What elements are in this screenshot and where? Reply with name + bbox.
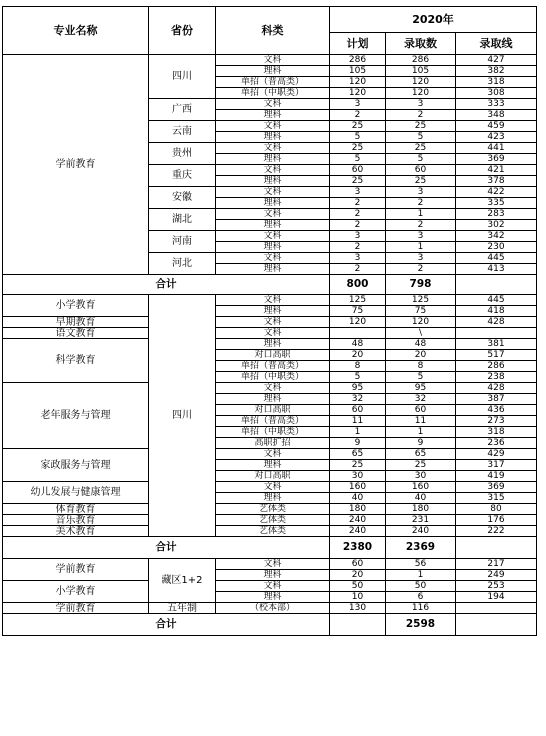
admitted-cell: 65 [386,449,456,460]
table-row [3,581,537,592]
admitted-cell: 20 [386,350,456,361]
province-cell: 河北 [149,253,216,275]
score-cell: 176 [456,515,537,526]
province-cell: 五年制 [149,603,216,614]
score-cell: 445 [456,295,537,306]
category-cell: 单招（普高类） [216,361,330,372]
grand-total-admitted: 2598 [386,614,456,636]
admitted-cell: 6 [386,592,456,603]
plan-cell: 50 [330,581,386,592]
plan-cell: 286 [330,55,386,66]
province-cell: 云南 [149,121,216,143]
category-cell: 理科 [216,154,330,165]
admitted-cell: 5 [386,132,456,143]
category-cell: 文科 [216,295,330,306]
subtotal-score [456,275,537,295]
score-cell: 317 [456,460,537,471]
category-cell: 对口高职 [216,350,330,361]
category-cell: 文科 [216,99,330,110]
admitted-cell: 2 [386,264,456,275]
admitted-cell: 25 [386,143,456,154]
score-cell: 333 [456,99,537,110]
admitted-cell: \ [386,328,456,339]
score-cell: 230 [456,242,537,253]
score-cell: 238 [456,372,537,383]
category-cell: 文科 [216,559,330,570]
plan-cell: 105 [330,66,386,77]
score-cell: 381 [456,339,537,350]
category-cell: 理科 [216,339,330,350]
plan-cell: 2 [330,110,386,121]
table-row [3,295,537,306]
major-cell: 幼儿发展与健康管理 [3,482,149,504]
major-cell: 音乐教育 [3,515,149,526]
table-row [3,383,537,394]
plan-cell: 120 [330,317,386,328]
category-cell: 艺体类 [216,526,330,537]
admitted-cell: 75 [386,306,456,317]
header-plan: 计划 [330,33,386,55]
plan-cell: 20 [330,570,386,581]
category-cell: 文科 [216,143,330,154]
admitted-cell: 1 [386,570,456,581]
plan-cell: 8 [330,361,386,372]
province-cell: 重庆 [149,165,216,187]
score-cell: 445 [456,253,537,264]
province-cell: 湖北 [149,209,216,231]
category-cell: 理科 [216,306,330,317]
category-cell: 文科 [216,328,330,339]
category-cell: 理科 [216,242,330,253]
grand-total-score [456,614,537,636]
subtotal-plan: 2380 [330,537,386,559]
score-cell: 418 [456,306,537,317]
score-cell: 80 [456,504,537,515]
plan-cell: 60 [330,165,386,176]
category-cell: 理科 [216,570,330,581]
admitted-cell: 2 [386,220,456,231]
plan-cell: 40 [330,493,386,504]
score-cell: 382 [456,66,537,77]
plan-cell: 3 [330,99,386,110]
admitted-cell: 8 [386,361,456,372]
grand-total-plan [330,614,386,636]
category-cell: 文科 [216,209,330,220]
plan-cell: 25 [330,176,386,187]
plan-cell: 9 [330,438,386,449]
province-cell: 安徽 [149,187,216,209]
score-cell: 308 [456,88,537,99]
category-cell: 理科 [216,132,330,143]
major-cell: 语文教育 [3,328,149,339]
category-cell: 理科 [216,460,330,471]
major-cell: 科学教育 [3,339,149,383]
plan-cell: 30 [330,471,386,482]
header-major: 专业名称 [3,7,149,55]
province-cell: 河南 [149,231,216,253]
category-cell: 高职扩招 [216,438,330,449]
plan-cell: 60 [330,559,386,570]
admitted-cell: 1 [386,209,456,220]
plan-cell: 2 [330,242,386,253]
category-cell: 对口高职 [216,405,330,416]
table-body [3,55,537,636]
plan-cell: 120 [330,88,386,99]
category-cell: 理科 [216,394,330,405]
major-cell: 小学教育 [3,295,149,317]
category-cell: 艺体类 [216,504,330,515]
table-row [3,449,537,460]
category-cell: 理科 [216,176,330,187]
grand-total-row [3,614,537,636]
plan-cell: 25 [330,460,386,471]
score-cell: 517 [456,350,537,361]
score-cell: 387 [456,394,537,405]
score-cell: 217 [456,559,537,570]
score-cell: 318 [456,427,537,438]
plan-cell: 95 [330,383,386,394]
category-cell: 理科 [216,220,330,231]
plan-cell: 2 [330,220,386,231]
score-cell: 378 [456,176,537,187]
subtotal-label: 合计 [3,275,330,295]
score-cell: 413 [456,264,537,275]
admitted-cell: 180 [386,504,456,515]
table-row [3,515,537,526]
plan-cell: 25 [330,143,386,154]
plan-cell: 3 [330,187,386,198]
admitted-cell: 3 [386,231,456,242]
score-cell: 194 [456,592,537,603]
category-cell: 文科 [216,121,330,132]
admitted-cell: 3 [386,253,456,264]
category-cell: 理科 [216,592,330,603]
plan-cell: 120 [330,77,386,88]
category-cell: 文科 [216,55,330,66]
admitted-cell: 116 [386,603,456,614]
category-cell: 文科 [216,187,330,198]
score-cell: 436 [456,405,537,416]
admitted-cell: 120 [386,88,456,99]
header-category: 科类 [216,7,330,55]
province-cell: 藏区1+2 [149,559,216,603]
admitted-cell: 1 [386,427,456,438]
plan-cell: 2 [330,209,386,220]
plan-cell: 125 [330,295,386,306]
admitted-cell: 48 [386,339,456,350]
score-cell: 428 [456,383,537,394]
score-cell: 335 [456,198,537,209]
category-cell: 单招（普高类） [216,416,330,427]
plan-cell: 130 [330,603,386,614]
score-cell: 421 [456,165,537,176]
province-cell: 四川 [149,55,216,99]
score-cell: 441 [456,143,537,154]
plan-cell: 1 [330,427,386,438]
plan-cell: 5 [330,132,386,143]
score-cell: 429 [456,449,537,460]
subtotal-admitted: 2369 [386,537,456,559]
category-cell: 文科 [216,482,330,493]
score-cell: 419 [456,471,537,482]
admitted-cell: 56 [386,559,456,570]
score-cell [456,603,537,614]
table-row [3,328,537,339]
grand-total-label: 合计 [3,614,330,636]
plan-cell: 25 [330,121,386,132]
score-cell: 427 [456,55,537,66]
admitted-cell: 30 [386,471,456,482]
plan-cell: 65 [330,449,386,460]
plan-cell: 240 [330,515,386,526]
score-cell: 302 [456,220,537,231]
plan-cell: 160 [330,482,386,493]
major-cell: 早期教育 [3,317,149,328]
category-cell: 理科 [216,493,330,504]
header-province: 省份 [149,7,216,55]
score-cell: 253 [456,581,537,592]
score-cell: 422 [456,187,537,198]
table-row [3,55,537,66]
major-cell: 小学教育 [3,581,149,603]
category-cell: 文科 [216,231,330,242]
table-row [3,317,537,328]
header-score: 录取线 [456,33,537,55]
admitted-cell: 105 [386,66,456,77]
plan-cell: 2 [330,264,386,275]
admitted-cell: 2 [386,110,456,121]
plan-cell: 60 [330,405,386,416]
admitted-cell: 120 [386,77,456,88]
category-cell: 单招（中职类） [216,88,330,99]
score-cell: 348 [456,110,537,121]
major-cell: 家政服务与管理 [3,449,149,482]
table-row [3,504,537,515]
score-cell: 315 [456,493,537,504]
category-cell: 文科 [216,253,330,264]
admitted-cell: 9 [386,438,456,449]
admitted-cell: 25 [386,121,456,132]
admitted-cell: 5 [386,372,456,383]
plan-cell: 5 [330,154,386,165]
admitted-cell: 231 [386,515,456,526]
plan-cell: 240 [330,526,386,537]
admitted-cell: 25 [386,460,456,471]
plan-cell [330,328,386,339]
table-row [3,603,537,614]
major-cell: 学前教育 [3,559,149,581]
plan-cell: 3 [330,231,386,242]
admitted-cell: 286 [386,55,456,66]
plan-cell: 48 [330,339,386,350]
major-cell: 体育教育 [3,504,149,515]
plan-cell: 5 [330,372,386,383]
major-cell: 老年服务与管理 [3,383,149,449]
admitted-cell: 2 [386,198,456,209]
major-cell: 美术教育 [3,526,149,537]
admitted-cell: 60 [386,165,456,176]
subtotal-label: 合计 [3,537,330,559]
table-row [3,482,537,493]
admitted-cell: 60 [386,405,456,416]
table-row [3,526,537,537]
score-cell: 423 [456,132,537,143]
category-cell: 理科 [216,198,330,209]
admitted-cell: 32 [386,394,456,405]
admitted-cell: 1 [386,242,456,253]
score-cell: 222 [456,526,537,537]
score-cell: 459 [456,121,537,132]
subtotal-admitted: 798 [386,275,456,295]
score-cell: 369 [456,154,537,165]
admitted-cell: 125 [386,295,456,306]
subtotal-row [3,537,537,559]
score-cell: 369 [456,482,537,493]
plan-cell: 10 [330,592,386,603]
admitted-cell: 40 [386,493,456,504]
score-cell: 249 [456,570,537,581]
score-cell: 283 [456,209,537,220]
category-cell: 单招（普高类） [216,77,330,88]
admitted-cell: 3 [386,187,456,198]
admitted-cell: 120 [386,317,456,328]
admitted-cell: 95 [386,383,456,394]
category-cell: 理科 [216,264,330,275]
category-cell: 文科 [216,165,330,176]
admitted-cell: 11 [386,416,456,427]
header-admitted: 录取数 [386,33,456,55]
category-cell: 文科 [216,383,330,394]
admitted-cell: 50 [386,581,456,592]
province-cell: 四川 [149,295,216,537]
plan-cell: 3 [330,253,386,264]
score-cell: 428 [456,317,537,328]
province-cell: 广西 [149,99,216,121]
major-cell: 学前教育 [3,55,149,275]
header-year: 2020年 [330,7,537,33]
category-cell: 单招（中职类） [216,372,330,383]
score-cell: 342 [456,231,537,242]
score-cell: 273 [456,416,537,427]
category-cell: 对口高职 [216,471,330,482]
category-cell: 理科 [216,66,330,77]
score-cell [456,328,537,339]
subtotal-score [456,537,537,559]
plan-cell: 32 [330,394,386,405]
subtotal-row [3,275,537,295]
category-cell: 单招（中职类） [216,427,330,438]
category-cell: （校本部） [216,603,330,614]
plan-cell: 20 [330,350,386,361]
category-cell: 文科 [216,581,330,592]
admitted-cell: 240 [386,526,456,537]
admitted-cell: 160 [386,482,456,493]
plan-cell: 180 [330,504,386,515]
admitted-cell: 25 [386,176,456,187]
table-row [3,339,537,350]
score-cell: 236 [456,438,537,449]
plan-cell: 11 [330,416,386,427]
category-cell: 文科 [216,449,330,460]
province-cell: 贵州 [149,143,216,165]
admission-table [2,6,537,636]
admitted-cell: 5 [386,154,456,165]
score-cell: 286 [456,361,537,372]
table-row [3,559,537,570]
major-cell: 学前教育 [3,603,149,614]
score-cell: 318 [456,77,537,88]
category-cell: 文科 [216,317,330,328]
category-cell: 理科 [216,110,330,121]
category-cell: 艺体类 [216,515,330,526]
plan-cell: 2 [330,198,386,209]
admitted-cell: 3 [386,99,456,110]
plan-cell: 75 [330,306,386,317]
subtotal-plan: 800 [330,275,386,295]
